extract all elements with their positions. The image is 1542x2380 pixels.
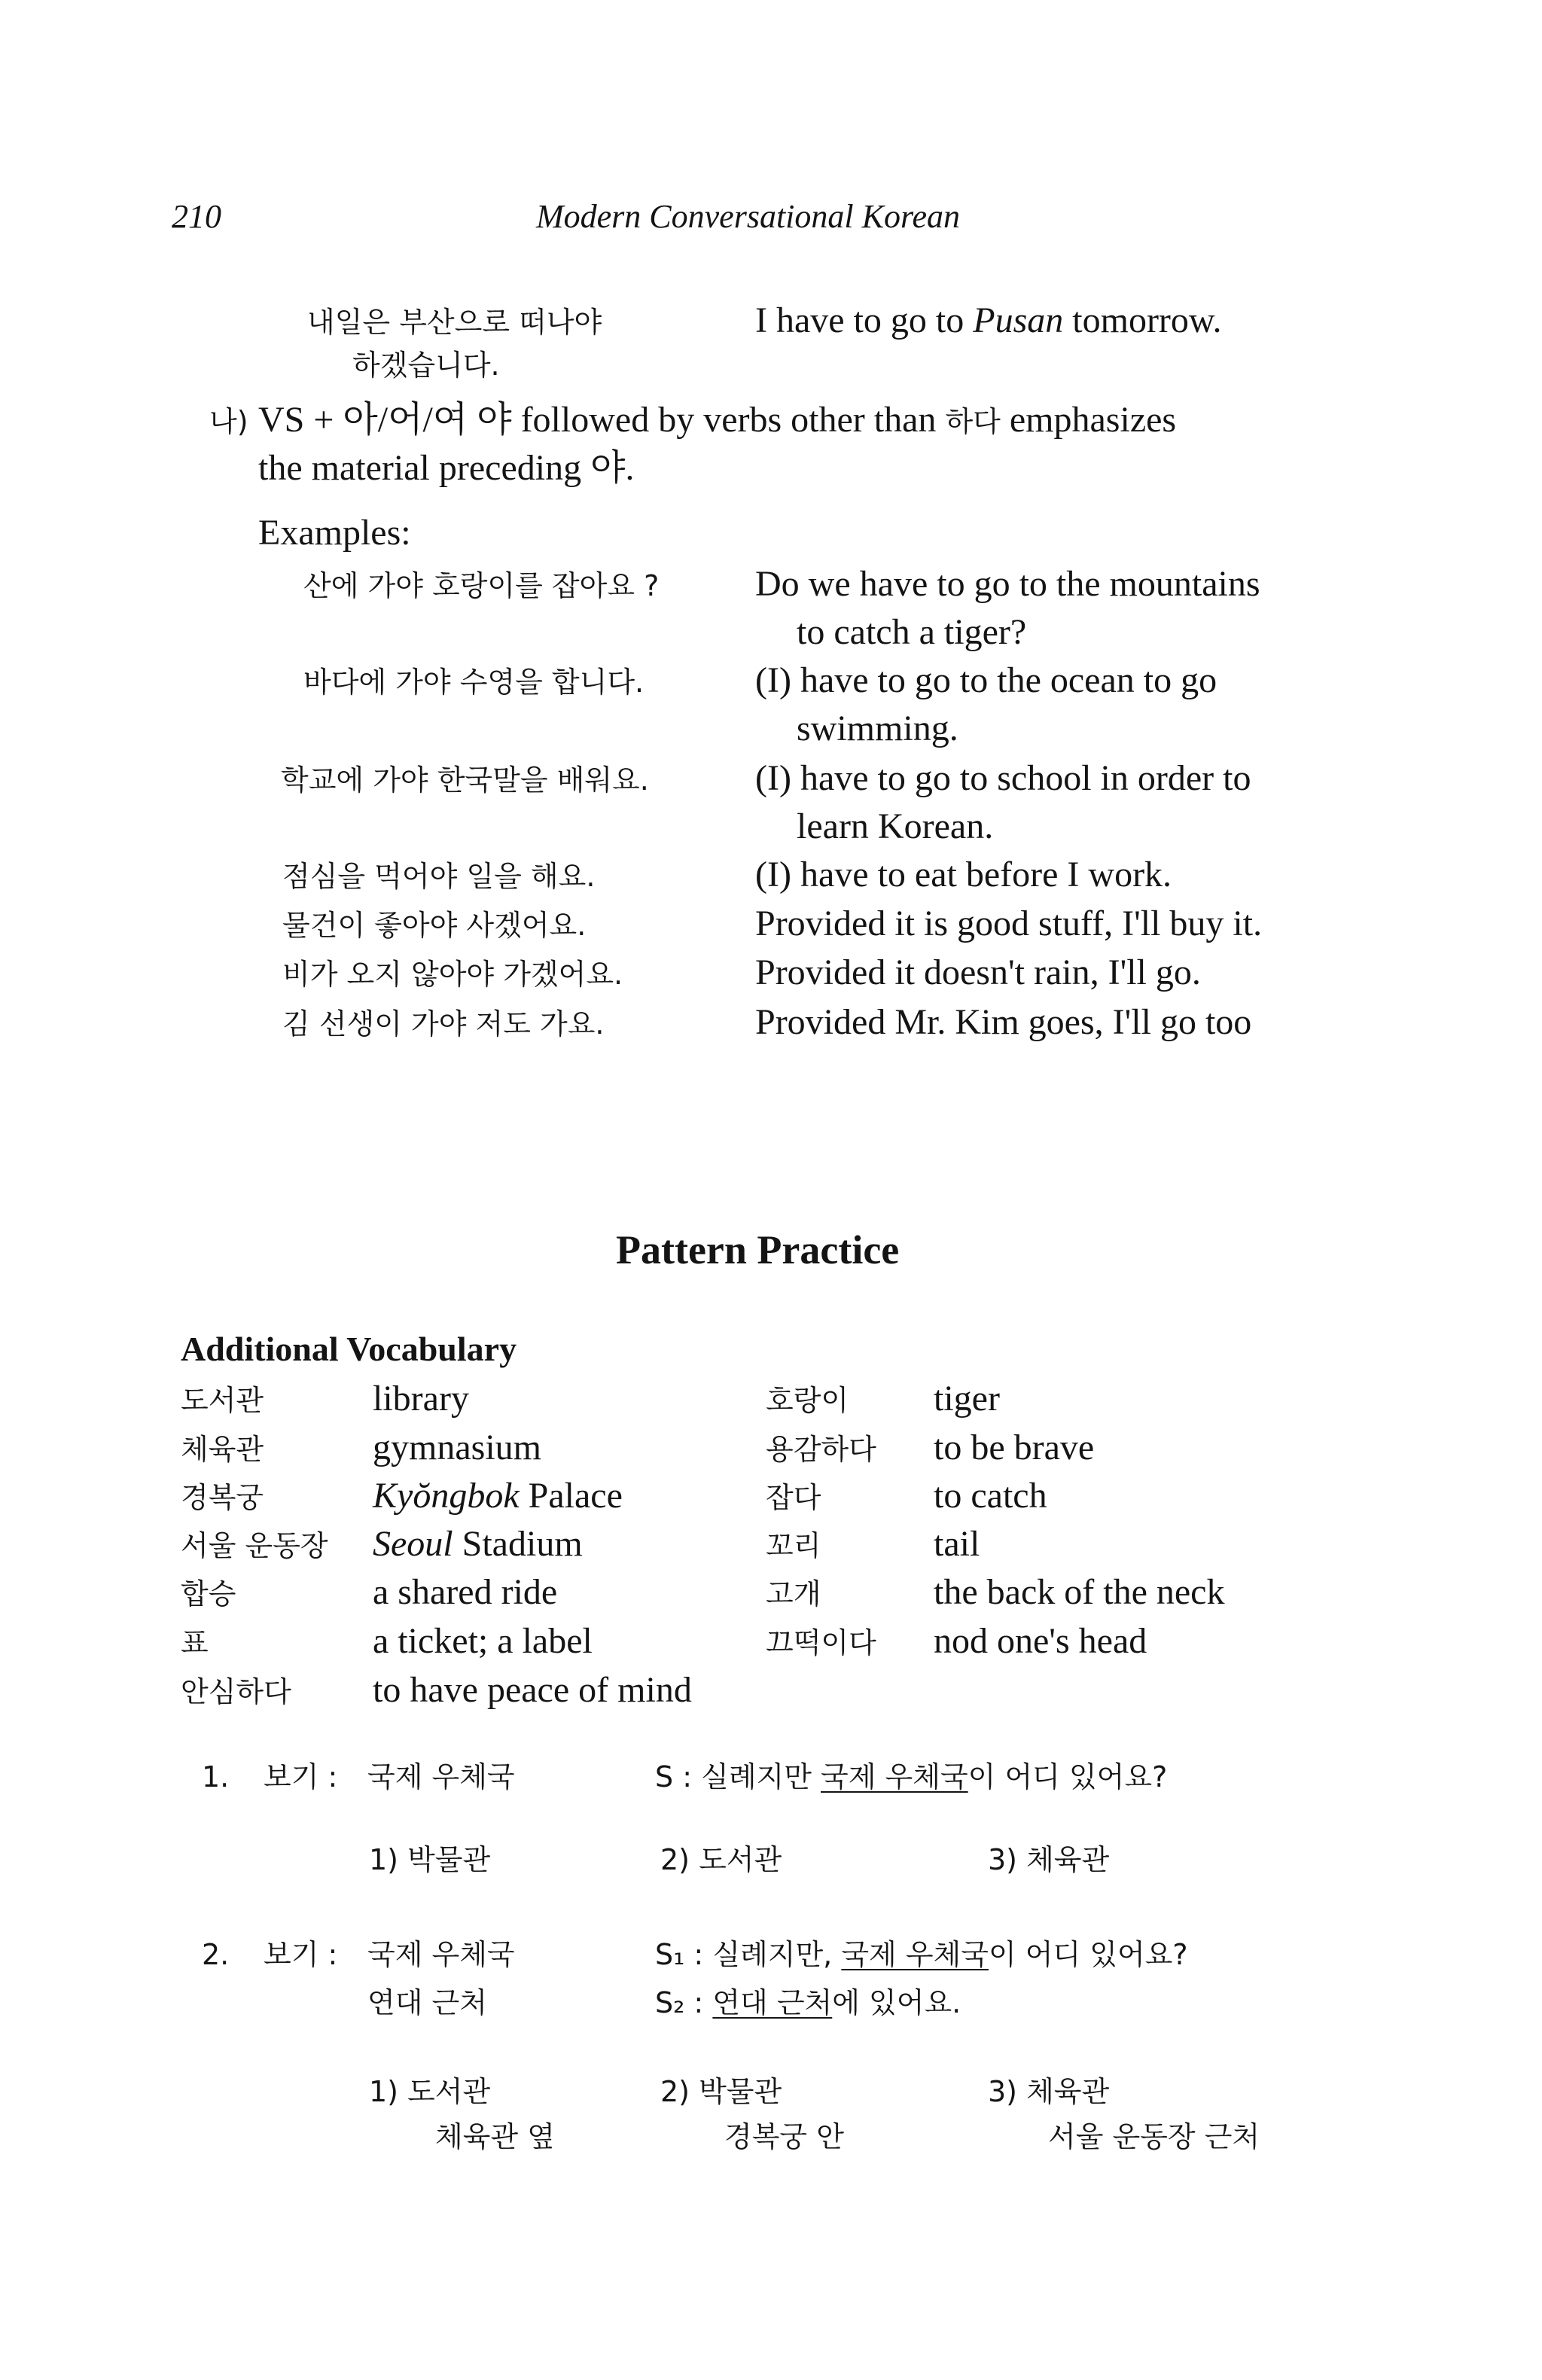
vocab-korean: 체육관 bbox=[181, 1433, 264, 1466]
example-english: Provided it is good stuff, I'll buy it. bbox=[755, 904, 1263, 943]
exercise-number: 1. bbox=[202, 1760, 230, 1793]
vocab-korean: 경복궁 bbox=[181, 1481, 264, 1514]
example-english: (I) have to go to the ocean to go bbox=[755, 660, 1217, 700]
example-korean: 산에 가야 호랑이를 잡아요 ? bbox=[303, 569, 660, 602]
answer-pre: 실례지만, bbox=[712, 1938, 842, 1971]
exercise-item: 3) 체육관 bbox=[988, 2075, 1110, 2108]
vocab-english-emphasis: Seoul bbox=[373, 1524, 453, 1564]
section-rule-line1 bbox=[258, 398, 1176, 444]
vocab-english bbox=[373, 1473, 623, 1519]
answer-post: 이 어디 있어요? bbox=[968, 1760, 1168, 1793]
running-title: Modern Conversational Korean bbox=[536, 198, 960, 235]
vocab-korean: 용감하다 bbox=[766, 1433, 876, 1466]
exercise-item-location: 경복궁 안 bbox=[724, 2120, 844, 2153]
vocab-korean: 꼬리 bbox=[766, 1529, 821, 1562]
example-korean: 바다에 가야 수영을 합니다. bbox=[303, 666, 645, 699]
vocab-korean: 안심하다 bbox=[181, 1675, 291, 1708]
example-korean: 비가 오지 않아야 가겠어요. bbox=[282, 958, 623, 991]
vocab-english: a shared ride bbox=[373, 1572, 558, 1612]
example-english: to catch a tiger? bbox=[797, 612, 1027, 652]
vocab-english: nod one's head bbox=[934, 1621, 1147, 1661]
section-rule-korean: 하다 bbox=[945, 405, 1001, 438]
section-marker: 나) bbox=[209, 405, 248, 438]
vocab-english: the back of the neck bbox=[934, 1572, 1225, 1612]
page-number: 210 bbox=[172, 198, 221, 235]
exercise-item-location: 서울 운동장 근처 bbox=[1048, 2120, 1260, 2153]
examples-label: Examples: bbox=[258, 513, 411, 553]
example-korean: 물건이 좋아야 사겠어요. bbox=[282, 909, 587, 942]
vocab-korean: 합승 bbox=[181, 1577, 236, 1611]
section-rule-text1: VS + 아/어/여 야 followed by verbs other than bbox=[258, 400, 946, 440]
exercise-answer-s1 bbox=[655, 1932, 1188, 1977]
exercise-answer-s2 bbox=[655, 1980, 961, 2025]
exercise-item-location: 체육관 옆 bbox=[435, 2120, 555, 2153]
exercise-cue: 연대 근처 bbox=[367, 1986, 487, 2019]
vocab-korean: 도서관 bbox=[181, 1384, 264, 1417]
boogi-label: 보기 : bbox=[264, 1760, 338, 1793]
vocab-english: library bbox=[373, 1379, 469, 1419]
exercise-item: 1) 도서관 bbox=[369, 2075, 491, 2108]
vocab-heading: Additional Vocabulary bbox=[181, 1330, 517, 1368]
vocab-english: a ticket; a label bbox=[373, 1621, 593, 1661]
answer-pre: 실례지만 bbox=[701, 1760, 821, 1793]
vocab-english: to have peace of mind bbox=[373, 1670, 692, 1710]
intro-english-post: tomorrow. bbox=[1063, 300, 1222, 340]
answer-underlined: 연대 근처 bbox=[712, 1986, 833, 2019]
intro-korean-line2: 하겠습니다. bbox=[352, 349, 500, 382]
exercise-cue: 국제 우체국 bbox=[367, 1760, 515, 1793]
answer-post: 이 어디 있어요? bbox=[988, 1938, 1188, 1971]
example-english: Provided Mr. Kim goes, I'll go too bbox=[755, 1002, 1252, 1042]
answer-underlined: 국제 우체국 bbox=[841, 1938, 989, 1971]
intro-english-pre: I have to go to bbox=[755, 300, 974, 340]
exercise-item: 2) 도서관 bbox=[660, 1843, 782, 1876]
speaker-label: S : bbox=[655, 1760, 693, 1793]
example-korean: 점심을 먹어야 일을 해요. bbox=[282, 860, 596, 893]
vocab-korean: 고개 bbox=[766, 1577, 821, 1611]
example-english: swimming. bbox=[797, 709, 958, 748]
vocab-english-emphasis: Kyŏngbok bbox=[373, 1476, 520, 1516]
vocab-english: gymnasium bbox=[373, 1428, 541, 1467]
vocab-korean: 표 bbox=[181, 1626, 209, 1659]
vocab-english: to catch bbox=[934, 1476, 1047, 1516]
answer-post: 에 있어요. bbox=[832, 1986, 961, 2019]
speaker-label: S₁ : bbox=[655, 1938, 704, 1971]
vocab-english-rest: Palace bbox=[519, 1476, 623, 1516]
intro-english-emphasis: Pusan bbox=[973, 300, 1064, 340]
vocab-korean: 끄떡이다 bbox=[766, 1626, 876, 1659]
exercise-cue: 국제 우체국 bbox=[367, 1938, 515, 1971]
vocab-english bbox=[373, 1522, 583, 1567]
example-english: Do we have to go to the mountains bbox=[755, 564, 1260, 604]
intro-english bbox=[755, 298, 1221, 343]
example-english: (I) have to eat before I work. bbox=[755, 855, 1172, 894]
vocab-english: tiger bbox=[934, 1379, 1000, 1419]
example-korean: 학교에 가야 한국말을 배워요. bbox=[281, 763, 649, 797]
exercise-number: 2. bbox=[202, 1938, 230, 1971]
speaker-label: S₂ : bbox=[655, 1986, 704, 2019]
intro-korean-line1: 내일은 부산으로 떠나야 bbox=[307, 306, 602, 339]
vocab-english-rest: Stadium bbox=[453, 1524, 583, 1564]
answer-underlined: 국제 우체국 bbox=[821, 1760, 968, 1793]
boogi-label: 보기 : bbox=[264, 1938, 338, 1971]
vocab-korean: 잡다 bbox=[766, 1481, 821, 1514]
vocab-korean: 서울 운동장 bbox=[181, 1529, 328, 1562]
vocab-korean: 호랑이 bbox=[766, 1384, 849, 1417]
example-english: learn Korean. bbox=[797, 806, 994, 846]
vocab-english: to be brave bbox=[934, 1428, 1095, 1467]
exercise-answer bbox=[655, 1754, 1167, 1799]
section-rule-text2: emphasizes bbox=[1000, 400, 1177, 440]
exercise-item: 2) 박물관 bbox=[660, 2075, 782, 2108]
example-english: Provided it doesn't rain, I'll go. bbox=[755, 952, 1201, 992]
vocab-english: tail bbox=[934, 1524, 980, 1564]
example-korean: 김 선생이 가야 저도 가요. bbox=[282, 1007, 605, 1041]
exercise-item: 3) 체육관 bbox=[988, 1843, 1110, 1876]
example-english: (I) have to go to school in order to bbox=[755, 758, 1251, 798]
section-rule-line2: the material preceding 야. bbox=[258, 448, 635, 488]
pattern-practice-title: Pattern Practice bbox=[616, 1227, 900, 1272]
exercise-item: 1) 박물관 bbox=[369, 1843, 491, 1876]
